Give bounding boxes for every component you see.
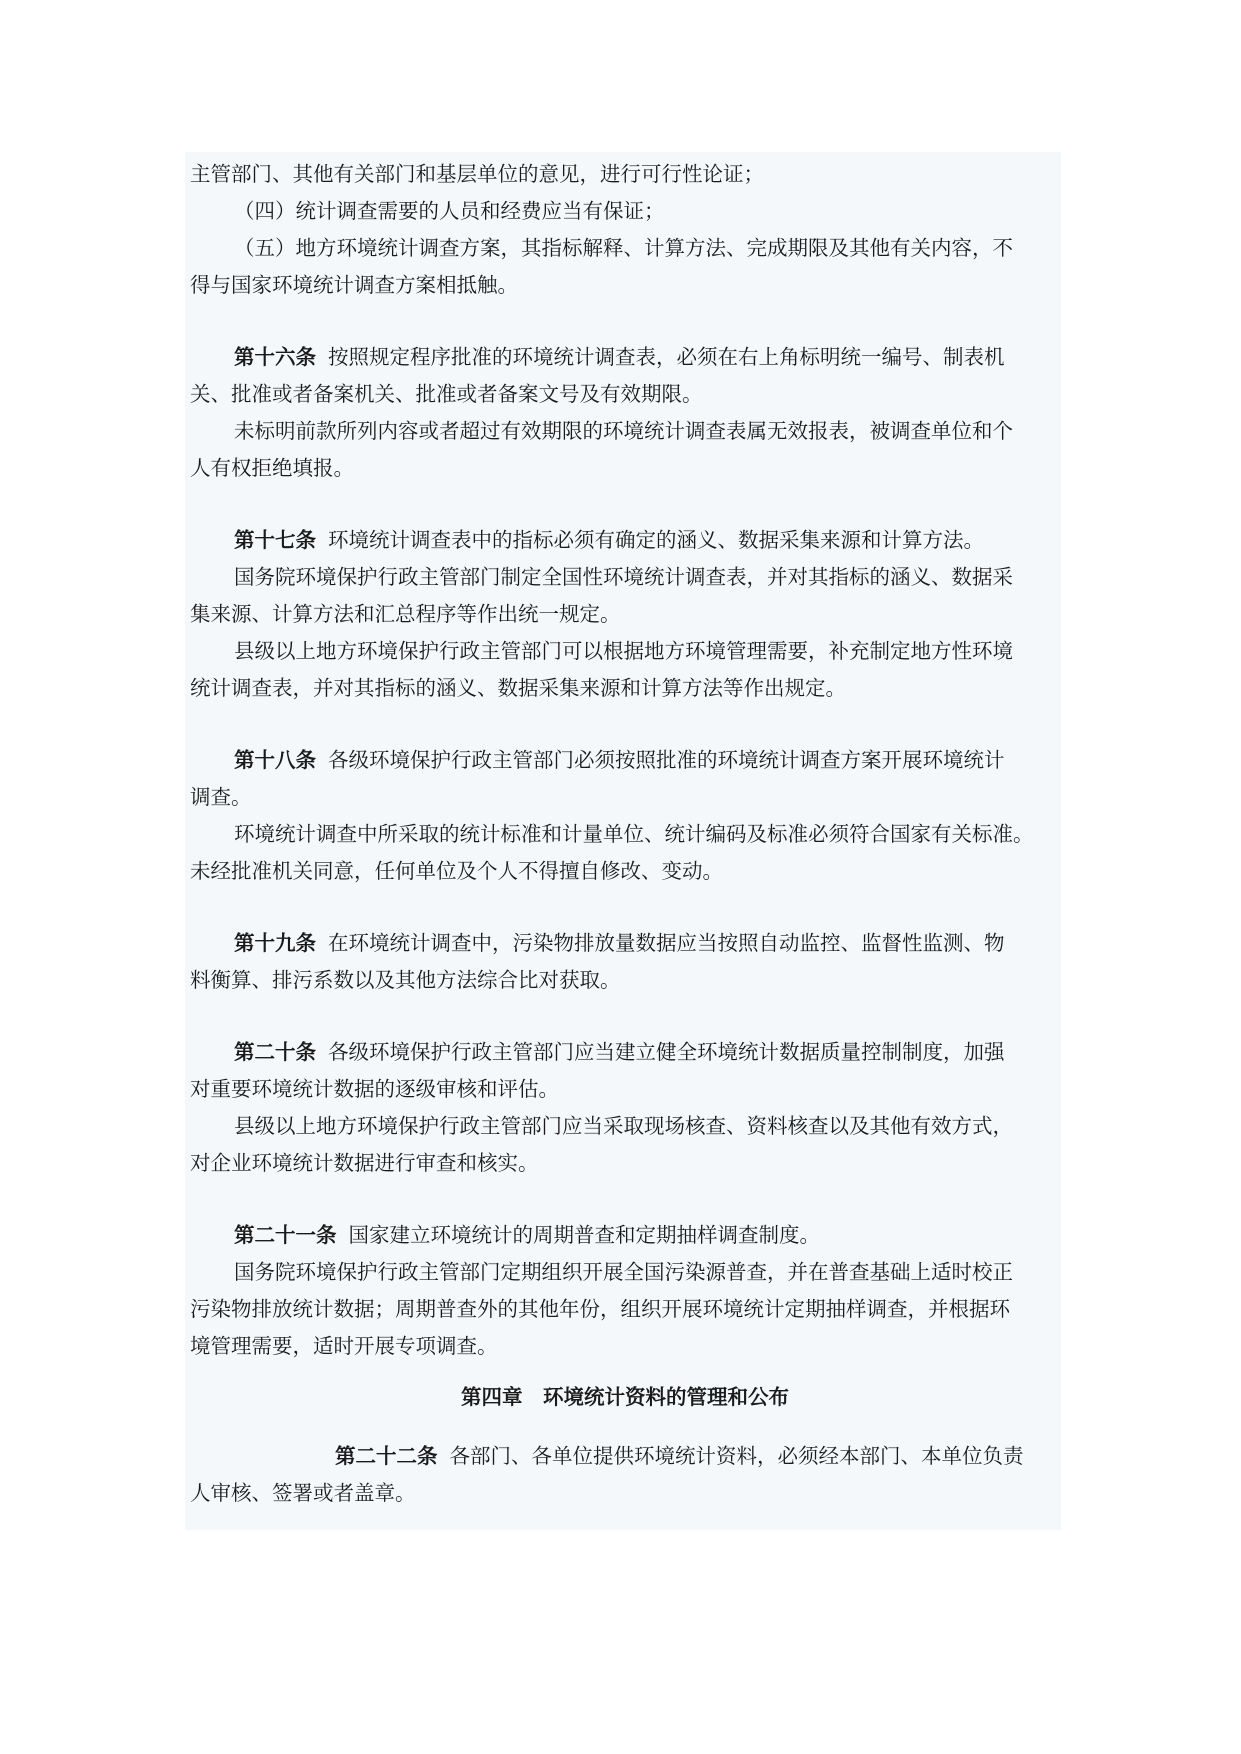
article-label: 第十八条 bbox=[234, 748, 316, 772]
article-label: 第二十二条 bbox=[335, 1444, 438, 1468]
text-line: 对企业环境统计数据进行审查和核实。 bbox=[190, 1151, 539, 1175]
text-line: 人审核、签署或者盖章。 bbox=[190, 1481, 416, 1505]
text-line: 境管理需要，适时开展专项调查。 bbox=[190, 1334, 498, 1358]
article-21 bbox=[190, 1217, 1060, 1365]
article-label: 第十六条 bbox=[234, 345, 316, 369]
text-line bbox=[190, 742, 1060, 779]
text-line: 主管部门、其他有关部门和基层单位的意见，进行可行性论证； bbox=[190, 162, 764, 186]
text-line bbox=[190, 1217, 1060, 1254]
chapter-heading: 第四章 环境统计资料的管理和公布 bbox=[461, 1385, 789, 1409]
text-line bbox=[190, 339, 1060, 376]
text-line: 污染物排放统计数据；周期普查外的其他年份，组织开展环境统计定期抽样调查，并根据环 bbox=[190, 1297, 1010, 1321]
article-text: 按照规定程序批准的环境统计调查表，必须在右上角标明统一编号、制表机 bbox=[328, 345, 1005, 369]
text-line: 调查。 bbox=[190, 785, 252, 809]
article-text: 各部门、各单位提供环境统计资料，必须经本部门、本单位负责 bbox=[449, 1444, 1024, 1468]
article-19 bbox=[190, 925, 1060, 999]
article-label: 第二十一条 bbox=[234, 1223, 337, 1247]
article-label: 第二十条 bbox=[234, 1040, 316, 1064]
article-text: 各级环境保护行政主管部门应当建立健全环境统计数据质量控制制度，加强 bbox=[328, 1040, 1005, 1064]
text-line: 未经批准机关同意，任何单位及个人不得擅自修改、变动。 bbox=[190, 859, 723, 883]
article-text: 国家建立环境统计的周期普查和定期抽样调查制度。 bbox=[348, 1223, 820, 1247]
text-line: （五）地方环境统计调查方案，其指标解释、计算方法、完成期限及其他有关内容，不 bbox=[234, 236, 1013, 260]
article-text: 环境统计调查表中的指标必须有确定的涵义、数据采集来源和计算方法。 bbox=[328, 528, 984, 552]
text-line: 集来源、计算方法和汇总程序等作出统一规定。 bbox=[190, 602, 621, 626]
text-line: 人有权拒绝填报。 bbox=[190, 456, 354, 480]
text-line: 关、批准或者备案机关、批准或者备案文号及有效期限。 bbox=[190, 382, 703, 406]
text-line bbox=[190, 1034, 1060, 1071]
article-16 bbox=[190, 339, 1060, 487]
article-20 bbox=[190, 1034, 1060, 1182]
article-17 bbox=[190, 522, 1060, 707]
document-body bbox=[190, 156, 1060, 1512]
text-line: 未标明前款所列内容或者超过有效期限的环境统计调查表属无效报表，被调查单位和个 bbox=[234, 419, 1013, 443]
text-line bbox=[190, 522, 1060, 559]
text-line: 得与国家环境统计调查方案相抵触。 bbox=[190, 273, 518, 297]
text-line: 统计调查表，并对其指标的涵义、数据采集来源和计算方法等作出规定。 bbox=[190, 676, 846, 700]
article-label: 第十九条 bbox=[234, 931, 316, 955]
article-label: 第十七条 bbox=[234, 528, 316, 552]
article-text: 在环境统计调查中，污染物排放量数据应当按照自动监控、监督性监测、物 bbox=[328, 931, 1005, 955]
text-line: （四）统计调查需要的人员和经费应当有保证； bbox=[234, 199, 665, 223]
text-line: 国务院环境保护行政主管部门制定全国性环境统计调查表，并对其指标的涵义、数据采 bbox=[234, 565, 1013, 589]
text-line: 国务院环境保护行政主管部门定期组织开展全国污染源普查，并在普查基础上适时校正 bbox=[234, 1260, 1013, 1284]
article-18 bbox=[190, 742, 1060, 890]
article-text: 各级环境保护行政主管部门必须按照批准的环境统计调查方案开展环境统计 bbox=[328, 748, 1005, 772]
text-line: 料衡算、排污系数以及其他方法综合比对获取。 bbox=[190, 968, 621, 992]
text-line bbox=[190, 925, 1060, 962]
article-22 bbox=[190, 1438, 1060, 1512]
text-line: 对重要环境统计数据的逐级审核和评估。 bbox=[190, 1077, 559, 1101]
text-line: 县级以上地方环境保护行政主管部门可以根据地方环境管理需要，补充制定地方性环境 bbox=[234, 639, 1013, 663]
text-line: 县级以上地方环境保护行政主管部门应当采取现场核查、资料核查以及其他有效方式， bbox=[234, 1114, 1013, 1138]
text-line: 环境统计调查中所采取的统计标准和计量单位、统计编码及标准必须符合国家有关标准。 bbox=[234, 822, 1034, 846]
paragraph-continuation bbox=[190, 156, 1060, 304]
text-line bbox=[190, 1438, 1060, 1475]
